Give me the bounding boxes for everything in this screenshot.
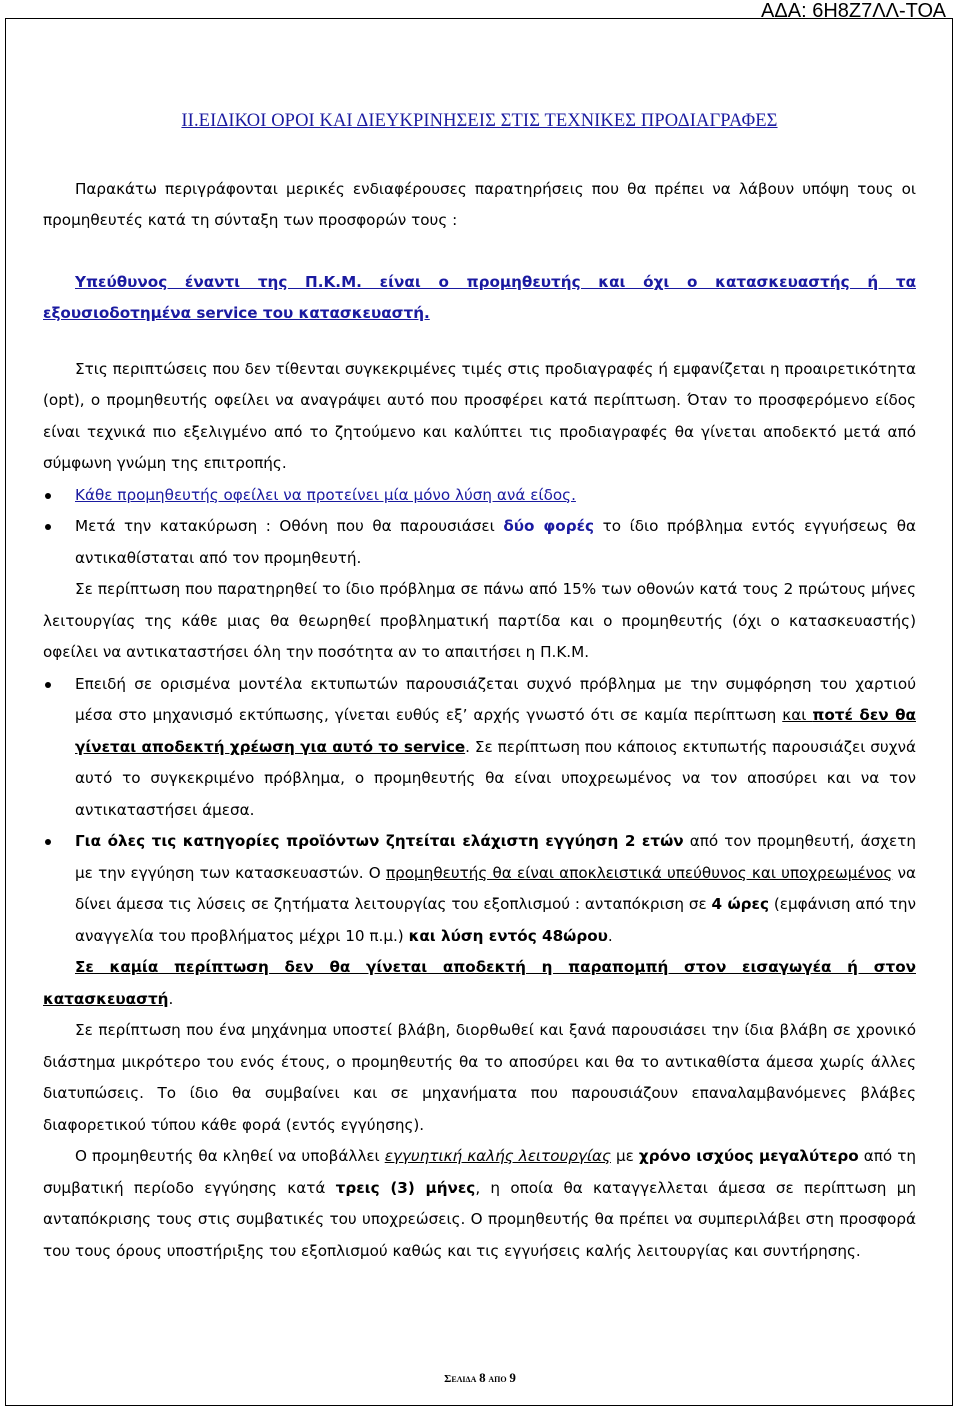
bullet-monitor-replacement: Μετά την κατακύρωση : Οθόνη που θα παρουσιάσει δύο φορές το ίδιο πρόβλημα εντός εγγυήσεως θα αντικαθίσταται από τον προμηθευτή. <box>43 511 916 574</box>
page-footer <box>0 1370 960 1386</box>
responsibility-paragraph: Υπεύθυνος έναντι της Π.Κ.Μ. είναι ο προμηθευτής και όχι ο κατασκευαστής ή τα εξουσιοδοτημένα service του κατασκευαστή. <box>43 272 916 322</box>
bullet-printer-jam: Επειδή σε ορισμένα μοντέλα εκτυπωτών παρουσιάζεται συχνό πρόβλημα με την συμφόρηση του χαρτιού μέσα στο μηχανισμό εκτύπωσης, γίνεται ευθύς εξ’ αρχής γνωστό ότι σε καμία περίπτωση και ποτέ δεν θα γίνεται αποδεκτή χρέωση για αυτό το service. Σε περίπτωση που κάποιος εκτυπωτής παρουσιάζει συχνά αυτό το συγκεκριμένο πρόβλημα, ο προμηθευτής θα είναι υποχρεωμένος να τον αποσύρει και να τον αντικαταστήσει άμεσα. <box>43 669 916 827</box>
bullet-warranty: Για όλες τις κατηγορίες προϊόντων ζητείται ελάχιστη εγγύηση 2 ετών από τον προμηθευτή, άσχετη με την εγγύηση των κατασκευαστών. Ο προμηθευτής θα είναι αποκλειστικά υπεύθυνος και υποχρεωμένος να δίνει άμεσα τις λύσεις σε ζητήματα λειτουργίας του εξοπλισμού : ανταπόκριση σε 4 ώρες (εμφάνιση από την αναγγελία του προβλήματος μέχρι 10 π.μ.) και λύση εντός 48ώρου. <box>43 826 916 952</box>
page-word: Σελιδα <box>444 1373 477 1385</box>
bullet-one-text: Κάθε προμηθευτής οφείλει να προτείνει μία μόνο λύση ανά είδος. <box>75 485 576 504</box>
ada-code: ΑΔΑ: 6Η8Ζ7ΛΛ-ΤΟΑ <box>761 0 946 22</box>
intro-paragraph: Παρακάτω περιγράφονται μερικές ενδιαφέρουσες παρατηρήσεις που θα πρέπει να λάβουν υπόψη τους οι προμηθευτές κατά τη σύνταξη των προσφορών τους : <box>43 179 916 229</box>
guarantee-paragraph: Ο προμηθευτής θα κληθεί να υποβάλλει εγγυητική καλής λειτουργίας με χρόνο ισχύος μεγαλύτερο από τη συμβατική περίοδο εγγύησης κατά τρεις (3) μήνες, η οποία θα καταγγελλεται άμεσα σε περίπτωση μη ανταπόκρισης τους στις συμβατικές του υποχρεώσεις. Ο προμηθευτής θα πρέπει να συμπεριλάβει στη προσφορά του τους όρους υποστήριξης του εξοπλισμού καθώς και τις εγγυήσεις καλής λειτουργίας και συντήρησης. <box>43 1147 917 1260</box>
of-word: απο <box>488 1373 507 1385</box>
page-number: 8 <box>479 1370 486 1385</box>
no-referral-line-1: Σε καμία περίπτωση δεν θα γίνεται αποδεκτή η παραπομπή στον εισαγωγέα ή στον <box>75 958 916 976</box>
document-body <box>43 106 916 1267</box>
no-referral-line-2: κατασκευαστή. <box>43 989 174 1008</box>
specifications-paragraph: Στις περιπτώσεις που δεν τίθενται συγκεκριμένες τιμές στις προδιαγραφές ή εμφανίζεται η προαιρετικότητα (opt), ο προμηθευτής οφείλει να αναγράψει αυτό που προσφέρει κατά περίπτωση. Όταν το προσφερόμενο είδος είναι τεχνικά πιο εξελιγμένο από το ζητούμενο και καλύπτει τις προδιαγραφές θα γίνεται αποδεκτό μετά από σύμφωνη γνώμη της επιτροπής. <box>43 359 916 472</box>
repeated-failure-paragraph: Σε περίπτωση που ένα μηχάνημα υποστεί βλάβη, διορθωθεί και ξανά παρουσιάσει την ίδια βλάβη σε χρονικό διάστημα μικρότερο του ενός έτους, ο προμηθευτής θα το αποσύρει και θα το αντικαθίστα άμεσα χωρίς άλλες διατυπώσεις. Το ίδιο θα συμβαίνει και σε μηχανήματα που παρουσιάζουν επαναλαμβανόμενες βλάβες διαφορετικού τύπου κάθε φορά (εντός εγγύησης). <box>43 1021 916 1134</box>
bullet-one-solution <box>43 480 916 512</box>
page-total: 9 <box>509 1370 516 1385</box>
batch-paragraph: Σε περίπτωση που παρατηρηθεί το ίδιο πρόβλημα σε πάνω από 15% των οθονών κατά τους 2 πρώτους μήνες λειτουργίας της κάθε μιας θα θεωρηθεί προβληματική παρτίδα και ο προμηθευτής (όχι ο κατασκευαστής) οφείλει να αντικαταστήσει όλη την ποσότητα αν το απαιτήσει η Π.Κ.Μ. <box>43 580 916 661</box>
section-title: ΙΙ.ΕΙΔΙΚΟΙ ΟΡΟΙ ΚΑΙ ΔΙΕΥΚΡΙΝΗΣΕΙΣ ΣΤΙΣ ΤΕΧΝΙΚΕΣ ΠΡΟΔΙΑΓΡΑΦΕΣ <box>181 111 778 131</box>
